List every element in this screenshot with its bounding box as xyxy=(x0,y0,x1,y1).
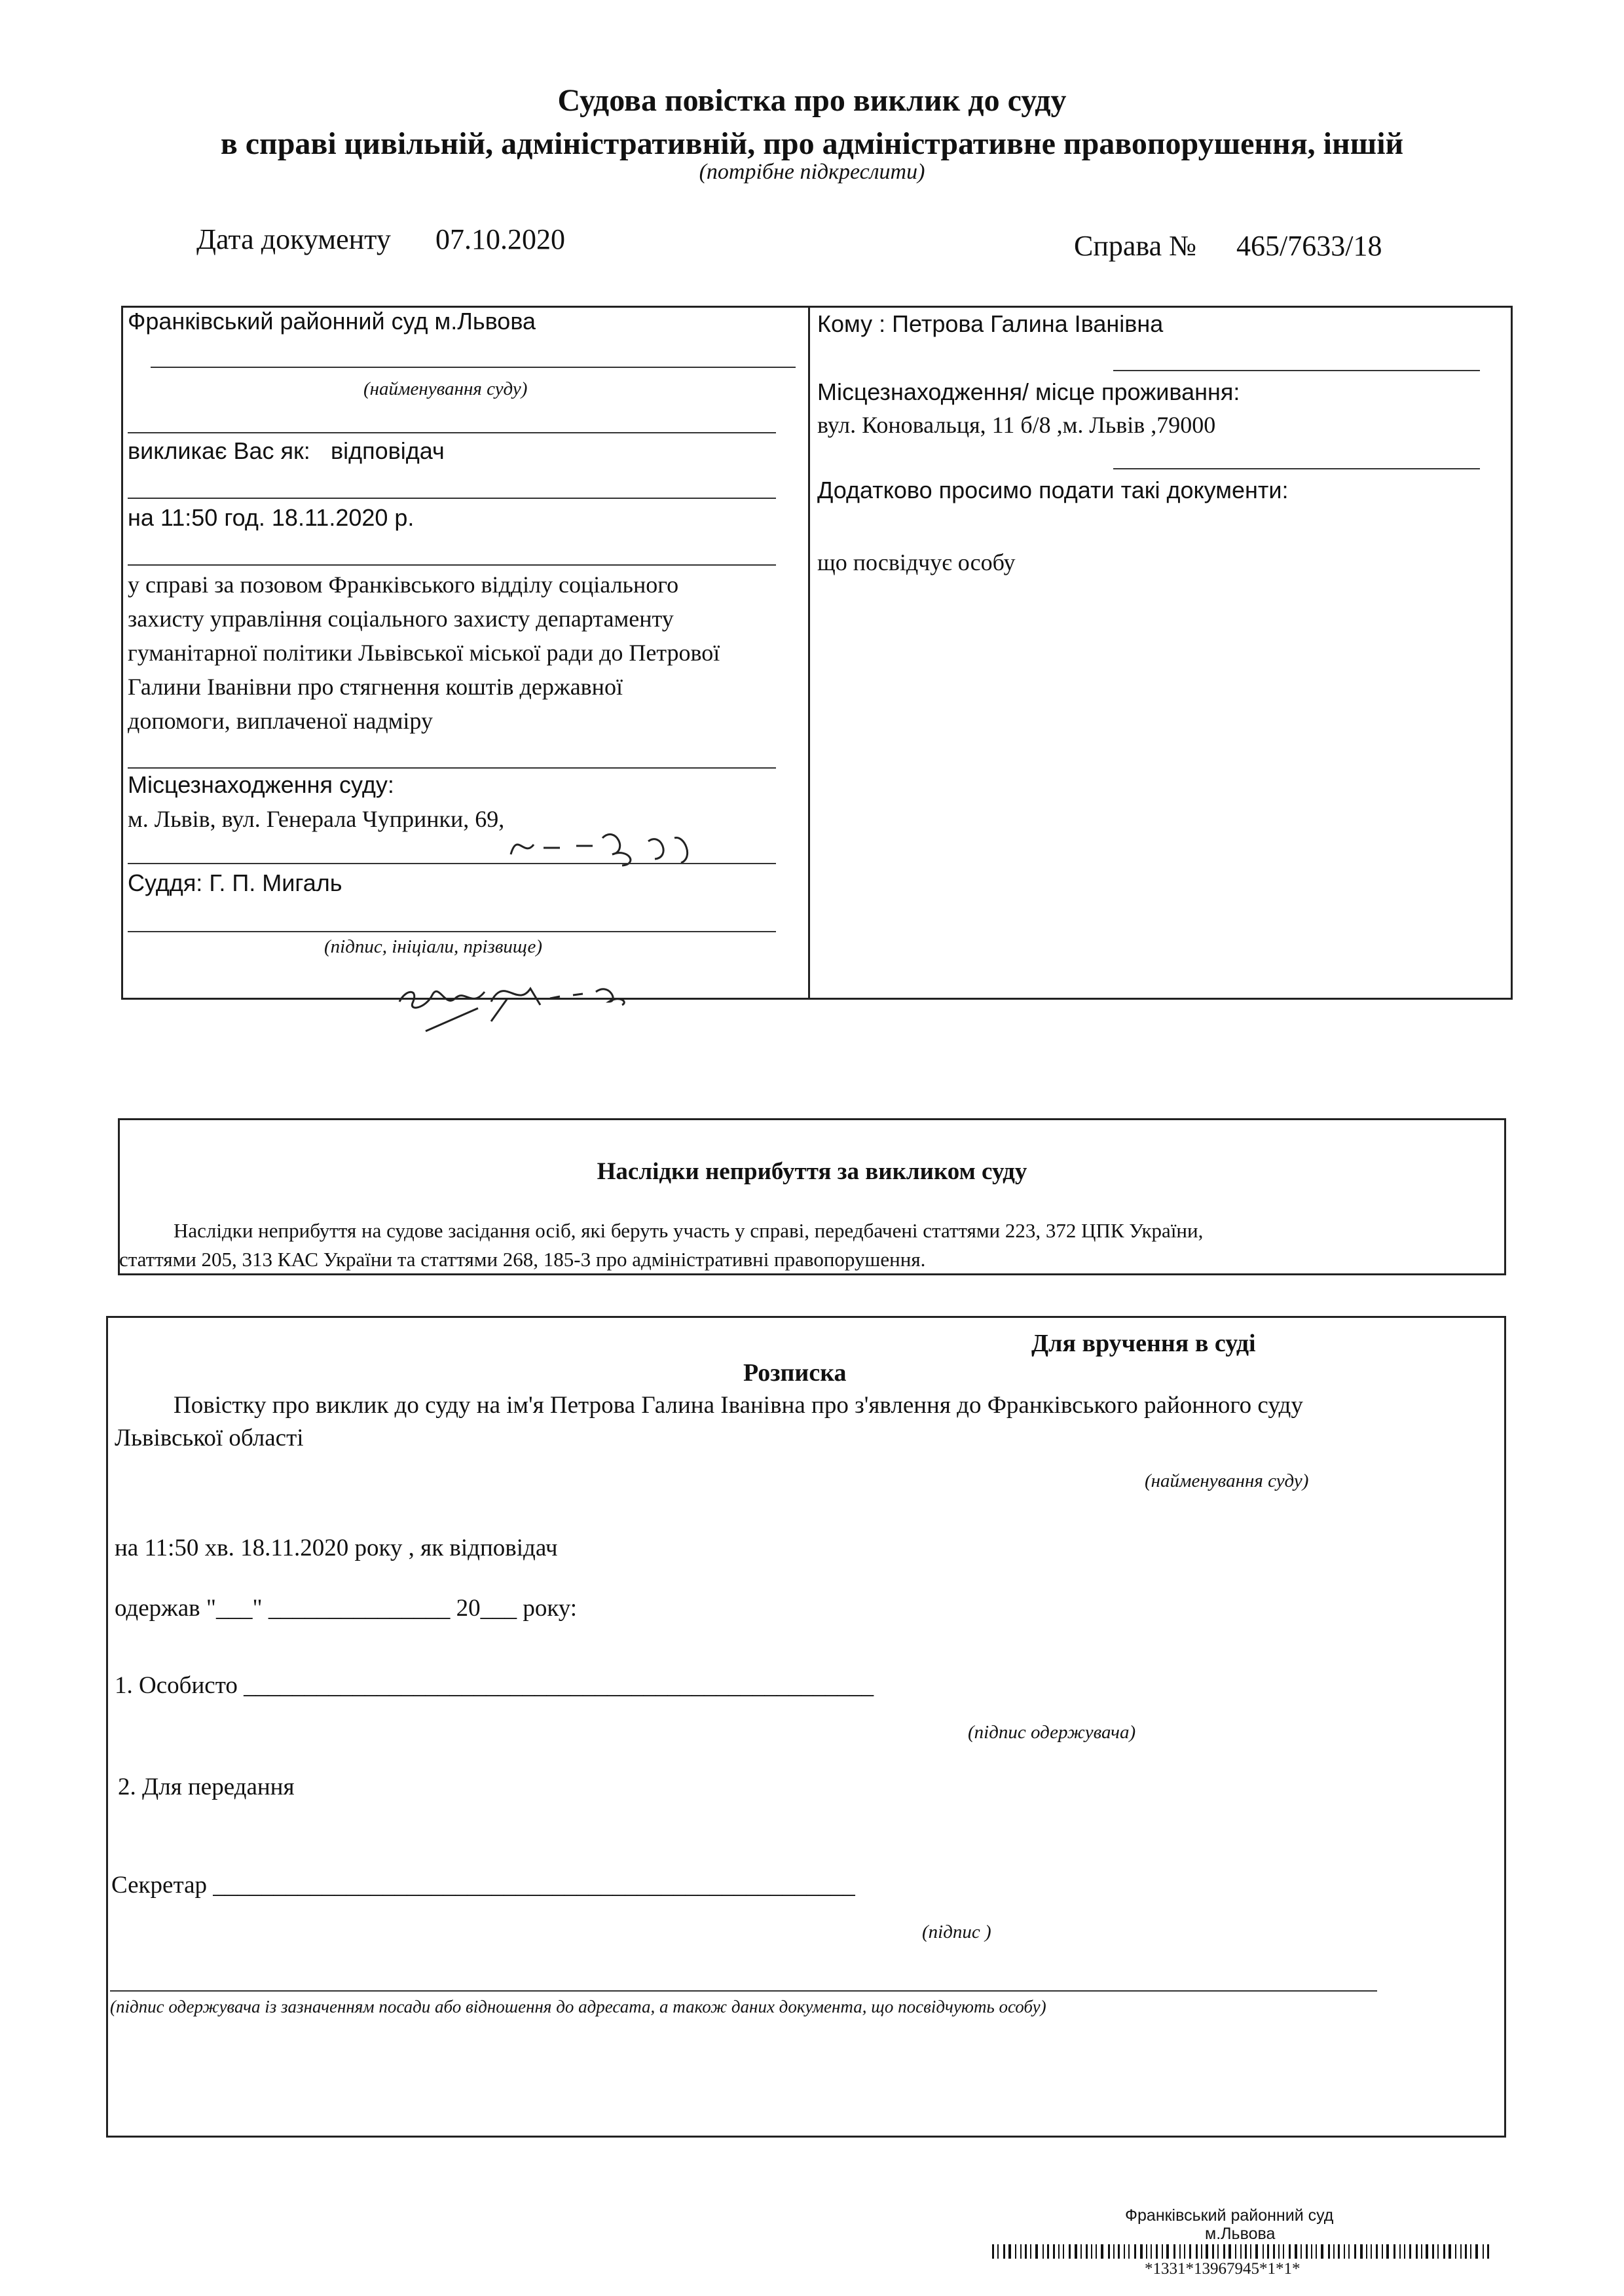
barcode xyxy=(992,2244,1496,2259)
divider xyxy=(128,863,776,864)
received-date-line: одержав "___" _______________ 20___ року: xyxy=(115,1595,578,1622)
barcode-bar xyxy=(1096,2244,1097,2259)
barcode-bar xyxy=(1443,2244,1445,2259)
barcode-bar xyxy=(1058,2244,1060,2259)
barcode-bar xyxy=(1371,2244,1372,2259)
barcode-bar xyxy=(1470,2244,1471,2259)
barcode-bar xyxy=(1437,2244,1439,2259)
barcode-bar xyxy=(1003,2244,1005,2259)
barcode-bar xyxy=(1146,2244,1147,2259)
barcode-bar xyxy=(1393,2244,1395,2259)
barcode-bar xyxy=(1091,2244,1092,2259)
barcode-bar xyxy=(1432,2244,1434,2259)
barcode-bar xyxy=(1240,2244,1242,2259)
court-location-label: Місцезнаходження суду: xyxy=(128,771,394,798)
receipt-title: Розписка xyxy=(743,1359,847,1387)
for-court-label: Для вручення в суді xyxy=(1031,1330,1256,1357)
barcode-bar xyxy=(1426,2244,1428,2259)
barcode-bar xyxy=(1140,2244,1143,2259)
barcode-bar xyxy=(1189,2244,1191,2259)
barcode-bar xyxy=(1223,2244,1225,2259)
barcode-bar xyxy=(1075,2244,1077,2259)
barcode-bar xyxy=(1255,2244,1258,2259)
personally-line: 1. Особисто ____________________________________________________ xyxy=(115,1672,874,1699)
barcode-bar xyxy=(1069,2244,1071,2259)
divider xyxy=(1113,370,1480,371)
barcode-bar xyxy=(1348,2244,1350,2259)
barcode-bar xyxy=(1267,2244,1269,2259)
summon-as-value: відповідач xyxy=(331,437,445,464)
barcode-bar xyxy=(1245,2244,1247,2259)
court-name: Франківський районний суд м.Львова xyxy=(128,308,536,335)
barcode-bar xyxy=(1124,2244,1125,2259)
receipt-footnote: (підпис одержувача із зазначенням посади або відношення до адресата, а також даних документа, що посвідчують особу) xyxy=(110,1997,1046,2016)
barcode-bar xyxy=(1460,2244,1462,2259)
consequences-text-line: Наслідки неприбуття на судове засідання осіб, які беруть участь у справі, передбачені статтями 223, 372 ЦПК України, xyxy=(174,1219,1204,1242)
barcode-bar xyxy=(1151,2244,1152,2259)
barcode-bar xyxy=(1465,2244,1467,2259)
barcode-bar xyxy=(1118,2244,1120,2259)
barcode-bar xyxy=(1047,2244,1049,2259)
barcode-bar xyxy=(1333,2244,1335,2259)
barcode-bar xyxy=(1278,2244,1280,2259)
barcode-bar xyxy=(1399,2244,1401,2259)
receipt-line: Львівської області xyxy=(115,1425,304,1451)
barcode-bar xyxy=(1354,2244,1356,2259)
court-location-value: м. Львів, вул. Генерала Чупринки, 69, xyxy=(128,806,505,832)
receipt-line: Повістку про виклик до суду на ім'я Петрова Галина Іванівна про з'явлення до Франківського районного суду xyxy=(174,1392,1303,1419)
document-title: Судова повістка про виклик до суду xyxy=(557,83,1067,118)
barcode-bar xyxy=(1455,2244,1456,2259)
column-divider xyxy=(808,306,810,1000)
receipt-time: на 11:50 хв. 18.11.2020 року , як відповідач xyxy=(115,1535,558,1561)
barcode-bar xyxy=(1283,2244,1284,2259)
barcode-bar xyxy=(1173,2244,1175,2259)
barcode-bar xyxy=(1156,2244,1158,2259)
judge-name: Суддя: Г. П. Мигаль xyxy=(128,869,342,896)
barcode-bar xyxy=(1030,2244,1031,2259)
case-number-label: Справа № xyxy=(1074,230,1197,262)
barcode-bar xyxy=(1295,2244,1297,2259)
barcode-bar xyxy=(1382,2244,1383,2259)
barcode-bar xyxy=(1008,2244,1011,2259)
barcode-bar xyxy=(1360,2244,1363,2259)
case-description-line: захисту управління соціального захисту департаменту xyxy=(128,606,674,632)
summon-as-label: викликає Вас як: xyxy=(128,437,310,464)
barcode-bar xyxy=(1483,2244,1484,2259)
divider xyxy=(1113,468,1480,469)
case-description-line: Галини Іванівни про стягнення коштів державної xyxy=(128,674,623,700)
case-description-line: у справі за позовом Франківського відділу соціального xyxy=(128,572,679,598)
document-subtitle: в справі цивільній, адміністративній, про адміністративне правопорушення, іншій xyxy=(220,126,1404,161)
court-name-caption: (найменування суду) xyxy=(1145,1470,1309,1491)
barcode-bar xyxy=(1250,2244,1251,2259)
barcode-bar xyxy=(1263,2244,1264,2259)
barcode-bar xyxy=(1134,2244,1136,2259)
barcode-bar xyxy=(1025,2244,1027,2259)
extra-documents-label: Додатково просимо подати такі документи: xyxy=(817,477,1289,503)
barcode-bar xyxy=(1487,2244,1489,2259)
recipient-signature-caption: (підпис одержувача) xyxy=(968,1722,1136,1743)
barcode-bar xyxy=(1386,2244,1389,2259)
secretary-line: Секретар _____________________________________________________ xyxy=(111,1872,855,1899)
footer-court-line: м.Львова xyxy=(1205,2225,1276,2243)
signature-caption: (підпис ) xyxy=(922,1922,991,1942)
barcode-bar xyxy=(1338,2244,1340,2259)
barcode-bar xyxy=(1289,2244,1291,2259)
document-date-label: Дата документу xyxy=(196,223,391,255)
divider xyxy=(128,498,776,499)
barcode-bar xyxy=(1212,2244,1214,2259)
barcode-bar xyxy=(1316,2244,1317,2259)
barcode-bar xyxy=(1196,2244,1198,2259)
barcode-bar xyxy=(1015,2244,1016,2259)
barcode-bar xyxy=(1421,2244,1422,2259)
for-transfer-label: 2. Для передання xyxy=(118,1774,295,1800)
divider xyxy=(151,367,796,368)
barcode-bar xyxy=(1306,2244,1308,2259)
barcode-bar xyxy=(1366,2244,1367,2259)
extra-documents-value: що посвідчує особу xyxy=(817,549,1016,575)
barcode-bar xyxy=(1311,2244,1312,2259)
barcode-bar xyxy=(1086,2244,1088,2259)
hearing-time: на 11:50 год. 18.11.2020 р. xyxy=(128,504,415,531)
barcode-bar xyxy=(1162,2244,1163,2259)
divider xyxy=(128,564,776,566)
underline-note: (потрібне підкреслити) xyxy=(699,160,925,184)
barcode-bar xyxy=(1201,2244,1202,2259)
barcode-bar xyxy=(1063,2244,1064,2259)
barcode-bar xyxy=(1217,2244,1219,2259)
barcode-bar xyxy=(1228,2244,1231,2259)
barcode-bar xyxy=(1416,2244,1418,2259)
barcode-bar xyxy=(1475,2244,1478,2259)
footer-court-line: Франківський районний суд xyxy=(1125,2206,1334,2225)
barcode-bar xyxy=(1113,2244,1115,2259)
recipient: Кому : Петрова Галина Іванівна xyxy=(817,310,1164,337)
barcode-bar xyxy=(1043,2244,1044,2259)
barcode-text: *1331*13967945*1*1* xyxy=(1145,2260,1301,2278)
judge-signature xyxy=(393,962,733,1034)
barcode-bar xyxy=(1101,2244,1103,2259)
barcode-bar xyxy=(1273,2244,1275,2259)
signature-caption: (підпис, ініціали, прізвище) xyxy=(324,936,543,957)
barcode-bar xyxy=(992,2244,994,2259)
barcode-bar xyxy=(1409,2244,1411,2259)
divider xyxy=(128,432,776,433)
barcode-bar xyxy=(1321,2244,1323,2259)
address-value: вул. Коновальця, 11 б/8 ,м. Львів ,79000 xyxy=(817,412,1216,438)
barcode-bar xyxy=(1301,2244,1302,2259)
address-label: Місцезнаходження/ місце проживання: xyxy=(817,378,1240,405)
barcode-bar xyxy=(997,2244,999,2259)
divider xyxy=(128,931,776,932)
divider xyxy=(110,1990,1377,1992)
barcode-bar xyxy=(1166,2244,1169,2259)
barcode-bar xyxy=(1108,2244,1110,2259)
divider xyxy=(128,767,776,769)
barcode-bar xyxy=(1328,2244,1330,2259)
barcode-bar xyxy=(1035,2244,1038,2259)
barcode-bar xyxy=(1184,2244,1185,2259)
consequences-text-line: статтями 205, 313 КАС України та статтями 268, 185-3 про адміністративні правопорушення. xyxy=(119,1248,926,1271)
barcode-bar xyxy=(1344,2244,1345,2259)
consequences-title: Наслідки неприбуття за викликом суду xyxy=(597,1158,1027,1185)
barcode-bar xyxy=(1080,2244,1082,2259)
barcode-bar xyxy=(1376,2244,1378,2259)
case-description-line: гуманітарної політики Львівської міської ради до Петрової xyxy=(128,640,720,666)
barcode-bar xyxy=(1404,2244,1405,2259)
barcode-bar xyxy=(1206,2244,1208,2259)
document-date: 07.10.2020 xyxy=(435,223,565,255)
barcode-bar xyxy=(1053,2244,1055,2259)
court-name-caption: (найменування суду) xyxy=(363,378,528,399)
barcode-bar xyxy=(1128,2244,1130,2259)
barcode-bar xyxy=(1235,2244,1236,2259)
barcode-bar xyxy=(1020,2244,1022,2259)
case-description-line: допомоги, виплаченої надміру xyxy=(128,708,433,734)
barcode-bar xyxy=(1449,2244,1451,2259)
case-number: 465/7633/18 xyxy=(1236,230,1382,262)
barcode-bar xyxy=(1179,2244,1181,2259)
